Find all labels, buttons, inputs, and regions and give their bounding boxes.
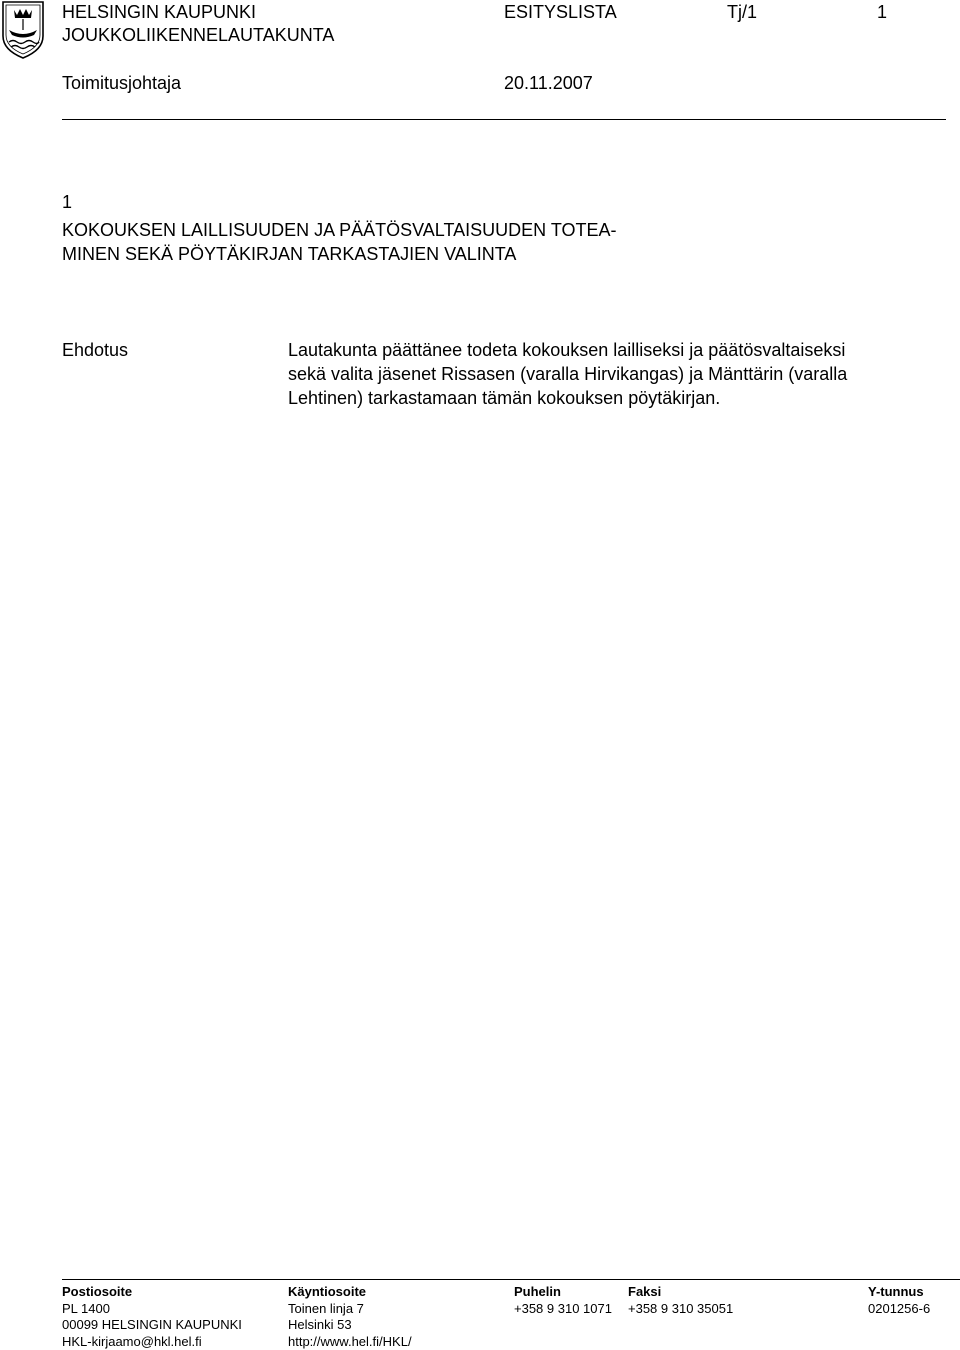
item-title: KOKOUKSEN LAILLISUUDEN JA PÄÄTÖSVALTAISUUDEN TOTEA- MINEN SEKÄ PÖYTÄKIRJAN TARKASTAJIEN VALINTA (62, 220, 617, 264)
proposal-label: Ehdotus (62, 340, 129, 360)
footer-fax: Faksi +358 9 310 35051 (628, 1284, 734, 1316)
doc-type: ESITYSLISTA (504, 2, 617, 22)
org-unit: JOUKKOLIIKENNELAUTAKUNTA (62, 25, 335, 45)
footer (62, 1279, 960, 1349)
footer-postal-address: Postiosoite PL 1400 00099 HELSINGIN KAUPUNKI HKL-kirjaamo@hkl.hel.fi (62, 1284, 242, 1349)
footer-business-id: Y-tunnus 0201256-6 (868, 1284, 931, 1316)
doc-ref: Tj/1 (727, 2, 758, 22)
helsinki-crest-icon (0, 0, 46, 60)
org-name: HELSINGIN KAUPUNKI (62, 2, 257, 22)
footer-visiting-address: Käyntiosoite Toinen linja 7 Helsinki 53 http://www.hel.fi/HKL/ (288, 1284, 412, 1349)
header-divider (62, 119, 946, 120)
doc-date: 20.11.2007 (504, 73, 593, 93)
page-number: 1 (877, 2, 888, 22)
item-number: 1 (62, 192, 73, 212)
footer-phone: Puhelin +358 9 310 1071 (514, 1284, 612, 1316)
author: Toimitusjohtaja (62, 73, 182, 93)
proposal-text: Lautakunta päättänee todeta kokouksen lailliseksi ja päätösvaltaiseksi sekä valita jäsenet Rissasen (varalla Hirvikangas) ja Mänttärin (varalla Lehtinen) tarkastamaan tämän kokouksen pöytäkirjan. (288, 340, 848, 408)
